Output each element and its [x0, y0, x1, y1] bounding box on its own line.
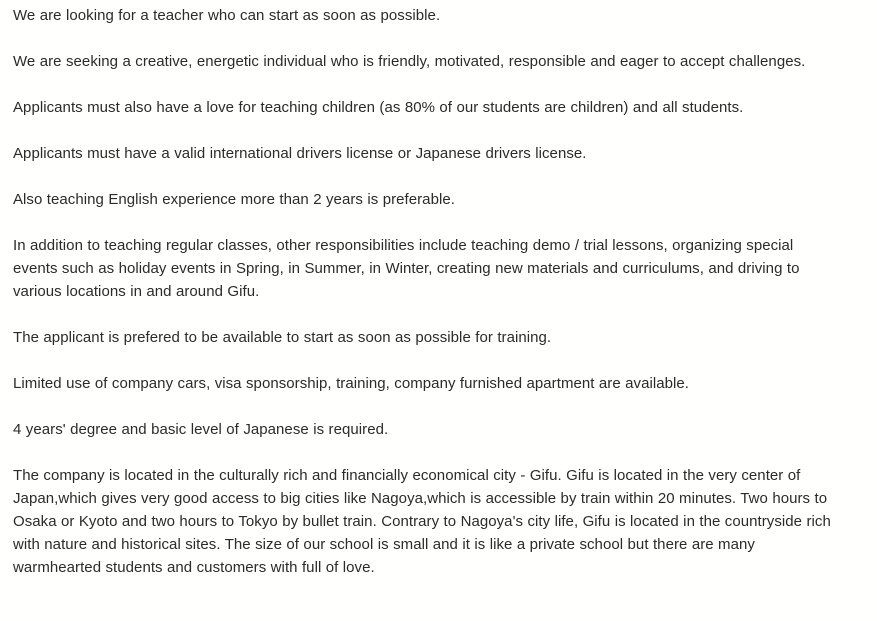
paragraph-benefits: Limited use of company cars, visa sponsorship, training, company furnished apartment are available.: [13, 375, 690, 392]
paragraph-love-teaching-children: Applicants must also have a love for teaching children (as 80% of our students are children) and all students.: [13, 99, 744, 116]
paragraph-drivers-license: Applicants must have a valid international drivers license or Japanese drivers license.: [13, 145, 587, 162]
paragraph-other-responsibilities: In addition to teaching regular classes, other responsibilities include teaching demo / trial lessons, organizing special events such as holiday events in Spring, in Summer, in Winter, creating new materials and curriculums, and driving to various locations in and around Gifu.: [13, 237, 800, 300]
paragraph-teacher-start: We are looking for a teacher who can start as soon as possible.: [13, 7, 441, 24]
paragraph-company-location: The company is located in the culturally rich and financially economical city - Gifu. Gifu is located in the very center of Japan,which gives very good access to big cities like Nagoya,which is accessible by train within 20 minutes. Two hours to Osaka or Kyoto and two hours to Tokyo by bullet train. Contrary to Nagoya's city life, Gifu is located in the countryside rich with nature and historical sites. The size of our school is small and it is like a private school but there are many warmhearted students and customers with full of love.: [13, 467, 831, 576]
paragraph-english-experience: Also teaching English experience more than 2 years is preferable.: [13, 191, 455, 208]
paragraph-degree-requirement: 4 years' degree and basic level of Japanese is required.: [13, 421, 389, 438]
paragraph-seeking-individual: We are seeking a creative, energetic individual who is friendly, motivated, responsible and eager to accept challenges.: [13, 53, 806, 70]
paragraph-available-for-training: The applicant is prefered to be available to start as soon as possible for training.: [13, 329, 552, 346]
